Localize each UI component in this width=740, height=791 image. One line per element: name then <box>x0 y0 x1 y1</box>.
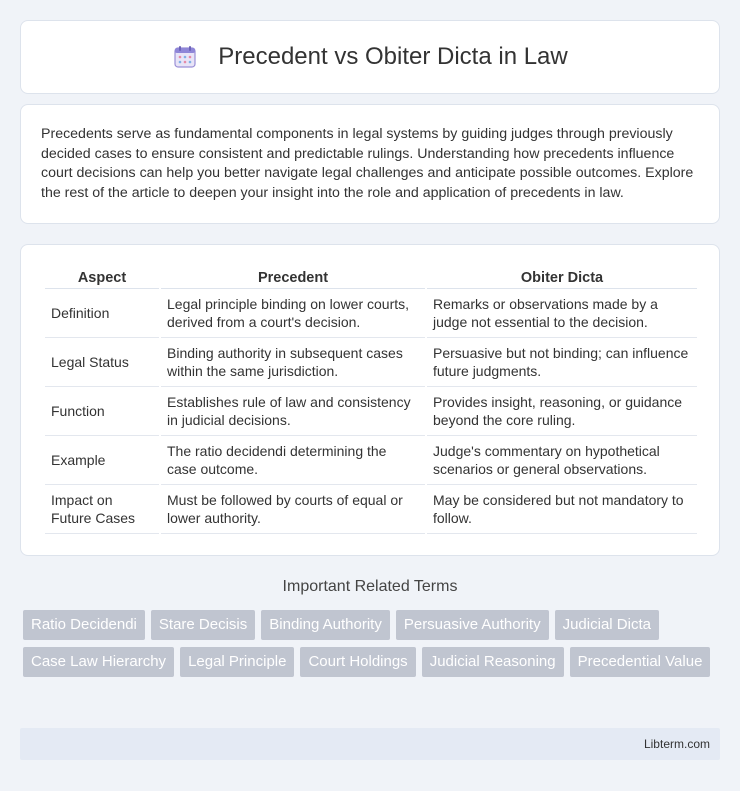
comparison-table <box>43 265 699 534</box>
table-row <box>45 338 697 387</box>
cell-precedent: Establishes rule of law and consistency in judicial decisions. <box>161 387 425 436</box>
cell-obiter: Judge's commentary on hypothetical scenarios or general observations. <box>427 436 697 485</box>
term-tag[interactable]: Binding Authority <box>261 610 390 640</box>
table-row <box>45 289 697 338</box>
footer-site-link[interactable]: Libterm.com <box>643 737 710 751</box>
cell-precedent: Must be followed by courts of equal or lower authority. <box>161 485 425 534</box>
term-tag[interactable]: Precedential Value <box>570 647 711 677</box>
header-card <box>20 20 720 94</box>
table-row <box>45 436 697 485</box>
cell-precedent: The ratio decidendi determining the case outcome. <box>161 436 425 485</box>
calendar-icon <box>172 44 198 70</box>
related-terms-list <box>23 610 723 677</box>
header-aspect: Aspect <box>45 265 159 289</box>
cell-aspect: Impact on Future Cases <box>45 485 159 534</box>
cell-aspect: Legal Status <box>45 338 159 387</box>
intro-card <box>20 104 720 224</box>
cell-precedent: Binding authority in subsequent cases within the same jurisdiction. <box>161 338 425 387</box>
cell-aspect: Definition <box>45 289 159 338</box>
table-row <box>45 485 697 534</box>
table-header-row <box>45 265 697 289</box>
page-title: Precedent vs Obiter Dicta in Law <box>218 43 568 70</box>
related-terms-title: Important Related Terms <box>282 578 458 595</box>
cell-aspect: Example <box>45 436 159 485</box>
term-tag[interactable]: Judicial Reasoning <box>422 647 564 677</box>
header-obiter-dicta: Obiter Dicta <box>427 265 697 289</box>
header-precedent: Precedent <box>161 265 425 289</box>
cell-precedent: Legal principle binding on lower courts, derived from a court's decision. <box>161 289 425 338</box>
term-tag[interactable]: Ratio Decidendi <box>23 610 145 640</box>
term-tag[interactable]: Legal Principle <box>180 647 294 677</box>
term-tag[interactable]: Court Holdings <box>300 647 415 677</box>
term-tag[interactable]: Judicial Dicta <box>555 610 659 640</box>
cell-obiter: Provides insight, reasoning, or guidance beyond the core ruling. <box>427 387 697 436</box>
comparison-card <box>20 244 720 556</box>
footer <box>20 728 720 760</box>
term-tag[interactable]: Stare Decisis <box>151 610 255 640</box>
term-tag[interactable]: Case Law Hierarchy <box>23 647 174 677</box>
table-row <box>45 387 697 436</box>
cell-aspect: Function <box>45 387 159 436</box>
intro-text: Precedents serve as fundamental components in legal systems by guiding judges through previously decided cases to ensure consistent and predictable rulings. Understanding how precedents influence court decisions can help you better navigate legal challenges and anticipate possible outcomes. Explore the rest of the article to deepen your insight into the role and application of precedents in law. <box>41 126 694 201</box>
term-tag[interactable]: Persuasive Authority <box>396 610 549 640</box>
cell-obiter: Remarks or observations made by a judge not essential to the decision. <box>427 289 697 338</box>
cell-obiter: May be considered but not mandatory to follow. <box>427 485 697 534</box>
cell-obiter: Persuasive but not binding; can influence future judgments. <box>427 338 697 387</box>
